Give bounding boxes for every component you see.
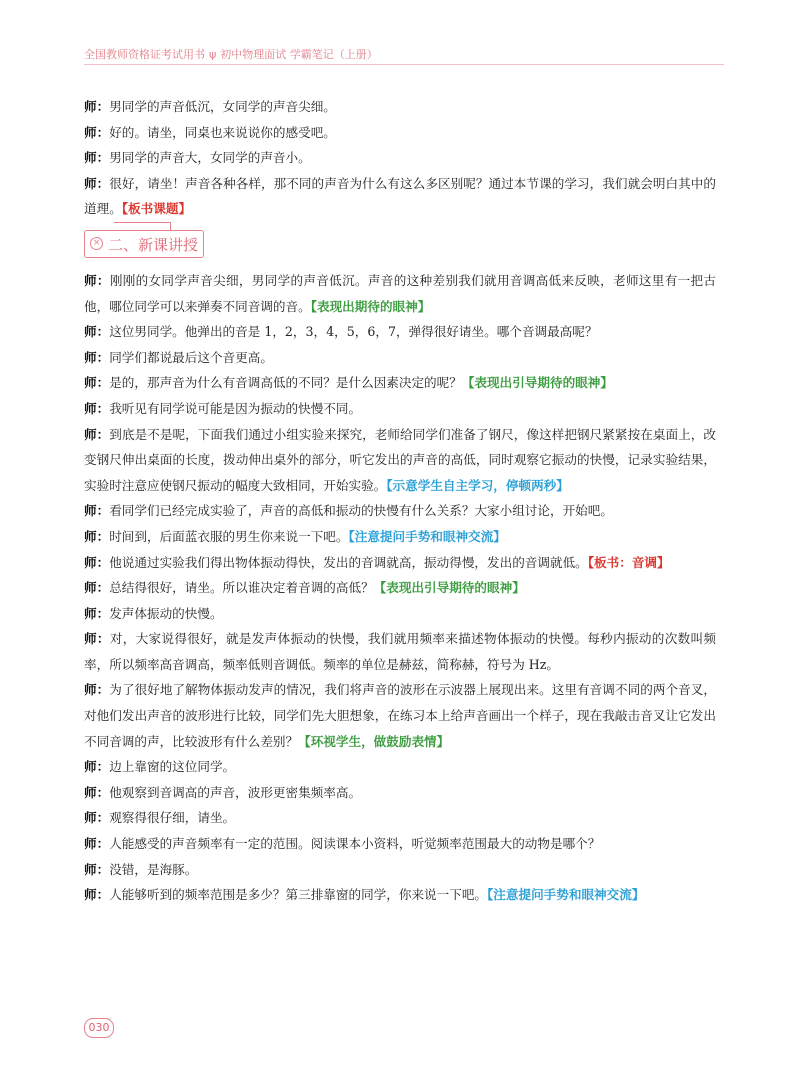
paragraph: 师：刚刚的女同学声音尖细，男同学的声音低沉。声音的这种差别我们就用音调高低来反映，老师这里有一把古他，哪位同学可以来弹奏不同音调的音。【表现出期待的眼神】 [84,272,717,314]
header-book-title: 初中物理面试 学霸笔记（上册） [220,48,378,61]
header-separator: ψ [209,48,217,61]
paragraph: 师：很好，请坐！声音各种各样，那不同的声音为什么有这么多区别呢？通过本节课的学习，我们就会明白其中的道理。【板书课题】 [84,175,717,217]
paragraph: 师：人能感受的声音频率有一定的范围。阅读课本小资料，听觉频率范围最大的动物是哪个？ [84,836,601,852]
paragraph: 师：时间到，后面蓝衣服的男生你来说一下吧。【注意提问手势和眼神交流】 [84,528,506,544]
section-heading [84,228,716,262]
paragraph: 师：男同学的声音低沉，女同学的声音尖细。 [84,99,336,114]
stage-direction: 【注意提问手势和眼神交流】 [487,887,645,903]
running-header [84,46,724,66]
paragraph: 师：发声体振动的快慢。 [84,605,223,621]
paragraph: 师：我听见有同学说可能是因为振动的快慢不同。 [84,400,362,416]
header-rule [84,64,724,65]
paragraph: 师：他观察到音调高的声音，波形更密集频率高。 [84,784,362,800]
paragraph: 师：人能够听到的频率范围是多少？第三排靠窗的同学，你来说一下吧。【注意提问手势和眼神交流】 [84,887,645,903]
page-number: 030 [84,1018,114,1038]
paragraph: 师：到底是不是呢，下面我们通过小组实验来探究，老师给同学们准备了钢尺，像这样把钢尺紧紧按在桌面上，改变钢尺伸出桌面的长度，拨动伸出桌外的部分，听它发出的声音的高低，同时观察它振动的快慢，记录实验结果，实验时注意应使钢尺振动的幅度大致相同，开始实验。【示意学生自主学习，停顿两秒】 [84,426,717,493]
paragraph: 师：这位男同学。他弹出的音是 1，2，3，4，5，6，7，弹得很好请坐。哪个音调最高呢？ [84,324,598,340]
stage-direction: 【注意提问手势和眼神交流】 [348,528,506,544]
body-text [84,94,716,908]
paragraph: 师：总结得很好，请坐。所以谁决定着音调的高低？【表现出引导期待的眼神】 [84,580,525,596]
paragraph: 师：看同学们已经完成实验了，声音的高低和振动的快慢有什么关系？大家小组讨论，开始吧。 [84,503,613,519]
paragraph: 师：对，大家说得很好，就是发声体振动的快慢，我们就用频率来描述物体振动的快慢。每秒内振动的次数叫频率，所以频率高音调高，频率低则音调低。频率的单位是赫兹，简称赫，符号为 Hz。 [84,631,717,672]
paragraph: 师：是的，那声音为什么有音调高低的不同？是什么因素决定的呢？【表现出引导期待的眼神】 [84,375,613,391]
paragraph: 师：没错，是海豚。 [84,861,198,877]
section-title: 二、新课讲授 [108,235,199,254]
paragraph: 师：为了很好地了解物体振动发声的情况，我们将声音的波形在示波器上展现出来。这里有音调不同的两个音叉，对他们发出声音的波形进行比较，同学们先大胆想象，在练习本上给声音画出一个样子，现在我敲击音叉让它发出不同音调的声，比较波形有什么差别？【环视学生，做鼓励表情】 [84,682,717,749]
stage-direction: 【表现出期待的眼神】 [310,298,431,314]
board-note: 【板书：音调】 [587,554,670,570]
paragraph: 师：边上靠窗的这位同学。 [84,759,236,775]
stage-direction: 【示意学生自主学习，停顿两秒】 [386,477,569,493]
paragraph: 师：观察得很仔细，请坐。 [84,810,236,826]
stage-direction: 【表现出引导期待的眼神】 [373,580,525,596]
stage-direction: 【环视学生，做鼓励表情】 [298,733,450,749]
paragraph: 师：他说通过实验我们得出物体振动得快，发出的音调就高，振动得慢，发出的音调就低。【板书：音调】 [84,554,670,570]
close-circle-icon: × [90,237,103,250]
paragraph: 师：好的。请坐，同桌也来说说你的感受吧。 [84,124,336,140]
paragraph: 师：同学们都说最后这个音更高。 [84,349,273,365]
stage-direction: 【表现出引导期待的眼神】 [461,375,613,391]
paragraph: 师：男同学的声音大，女同学的声音小。 [84,150,311,166]
board-note: 【板书课题】 [121,201,192,217]
header-book-series: 全国教师资格证考试用书 [84,48,205,61]
